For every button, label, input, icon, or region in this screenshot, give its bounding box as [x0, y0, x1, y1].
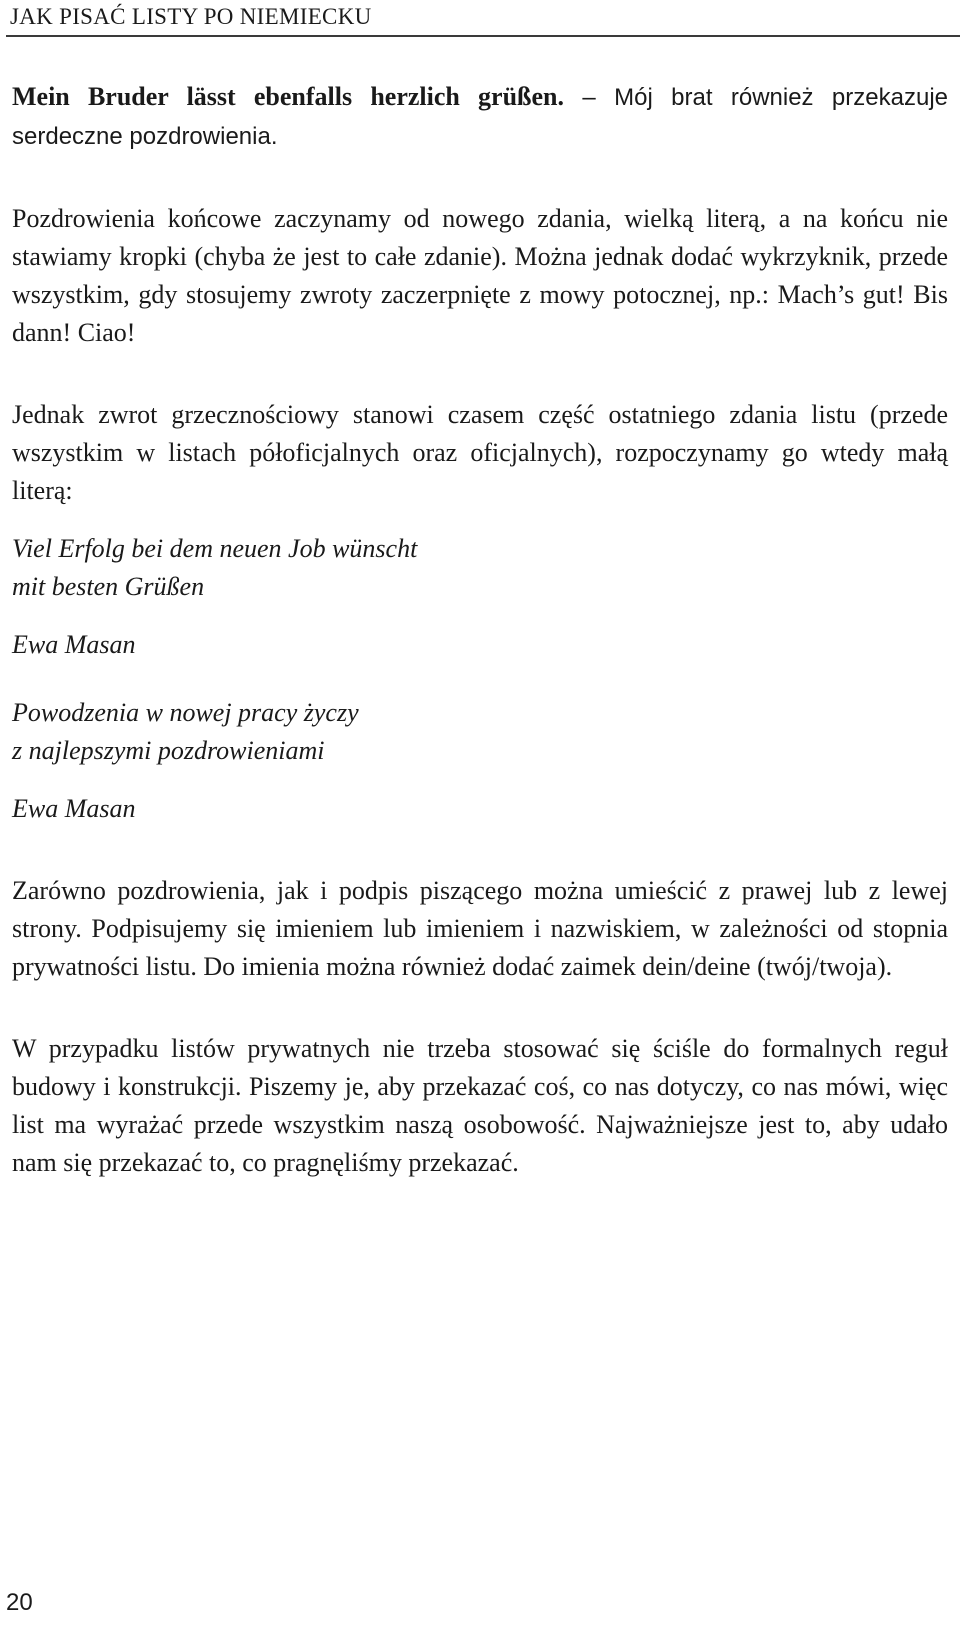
spacer [12, 606, 948, 626]
paragraph-closing-greetings [12, 200, 948, 352]
closing-line: z najlepszymi pozdrowieniami [12, 736, 325, 765]
paragraph-example-greeting [12, 78, 948, 156]
spacer [12, 770, 948, 790]
spacer [12, 352, 948, 396]
paragraph-private-letters: W przypadku listów prywatnych nie trzeba stosować się ściśle do formalnych reguł budowy i konstrukcji. Piszemy je, aby przekazać coś, co nas dotyczy, co nas mówi, więc list ma wyrażać przede wszystkim naszą osobowość. Najważniejsze jest to, aby udało nam się przekazać to, co pragnęliśmy przekazać. [12, 1034, 948, 1177]
paragraph-lowercase-rule: Jednak zwrot grzecznościowy stanowi czasem część ostatniego zdania listu (przede wszystkim w listach półoficjalnych oraz oficjalnych), rozpoczynamy go wtedy małą literą: [12, 400, 948, 505]
signature: Ewa Masan [12, 630, 136, 659]
spacer [12, 986, 948, 1030]
page-number: 20 [6, 1589, 33, 1616]
header-rule [6, 35, 960, 37]
page-content [12, 78, 948, 1182]
polish-translation: – Mój brat również przekazuje serdeczne pozdrowienia. [12, 84, 948, 150]
closing-line: Powodzenia w nowej pracy życzy [12, 698, 359, 727]
spacer [12, 510, 948, 530]
spacer [12, 664, 948, 694]
paragraph-signature-placement: Zarówno pozdrowienia, jak i podpis piszącego można umieścić z prawej lub z lewej strony. Podpisujemy się imieniem lub imieniem i nazwiskiem, w zależności od stopnia prywatności listu. Do imienia można również dodać zaimek dein/deine (twój/twoja). [12, 876, 948, 981]
letter-example-polish [12, 694, 948, 828]
spacer [12, 828, 948, 872]
closing-line: mit besten Grüßen [12, 572, 205, 601]
signature: Ewa Masan [12, 794, 136, 823]
german-example-sentence: Mein Bruder lässt ebenfalls herzlich grüßen. [12, 82, 565, 111]
letter-example-german [12, 530, 948, 664]
running-head: JAK PISAĆ LISTY PO NIEMIECKU [10, 4, 372, 29]
paragraph-text: Pozdrowienia końcowe zaczynamy od nowego zdania, wielką literą, a na końcu nie stawiamy kropki (chyba że jest to całe zdanie). Można jednak dodać wykrzyknik, przede wszystkim, gdy stosujemy zwroty zaczerpnięte z mowy potocznej, np.: Mach’s gut! Bis dann! Ciao! [12, 204, 948, 347]
spacer [12, 156, 948, 200]
closing-line: Viel Erfolg bei dem neuen Job wünscht [12, 534, 418, 563]
